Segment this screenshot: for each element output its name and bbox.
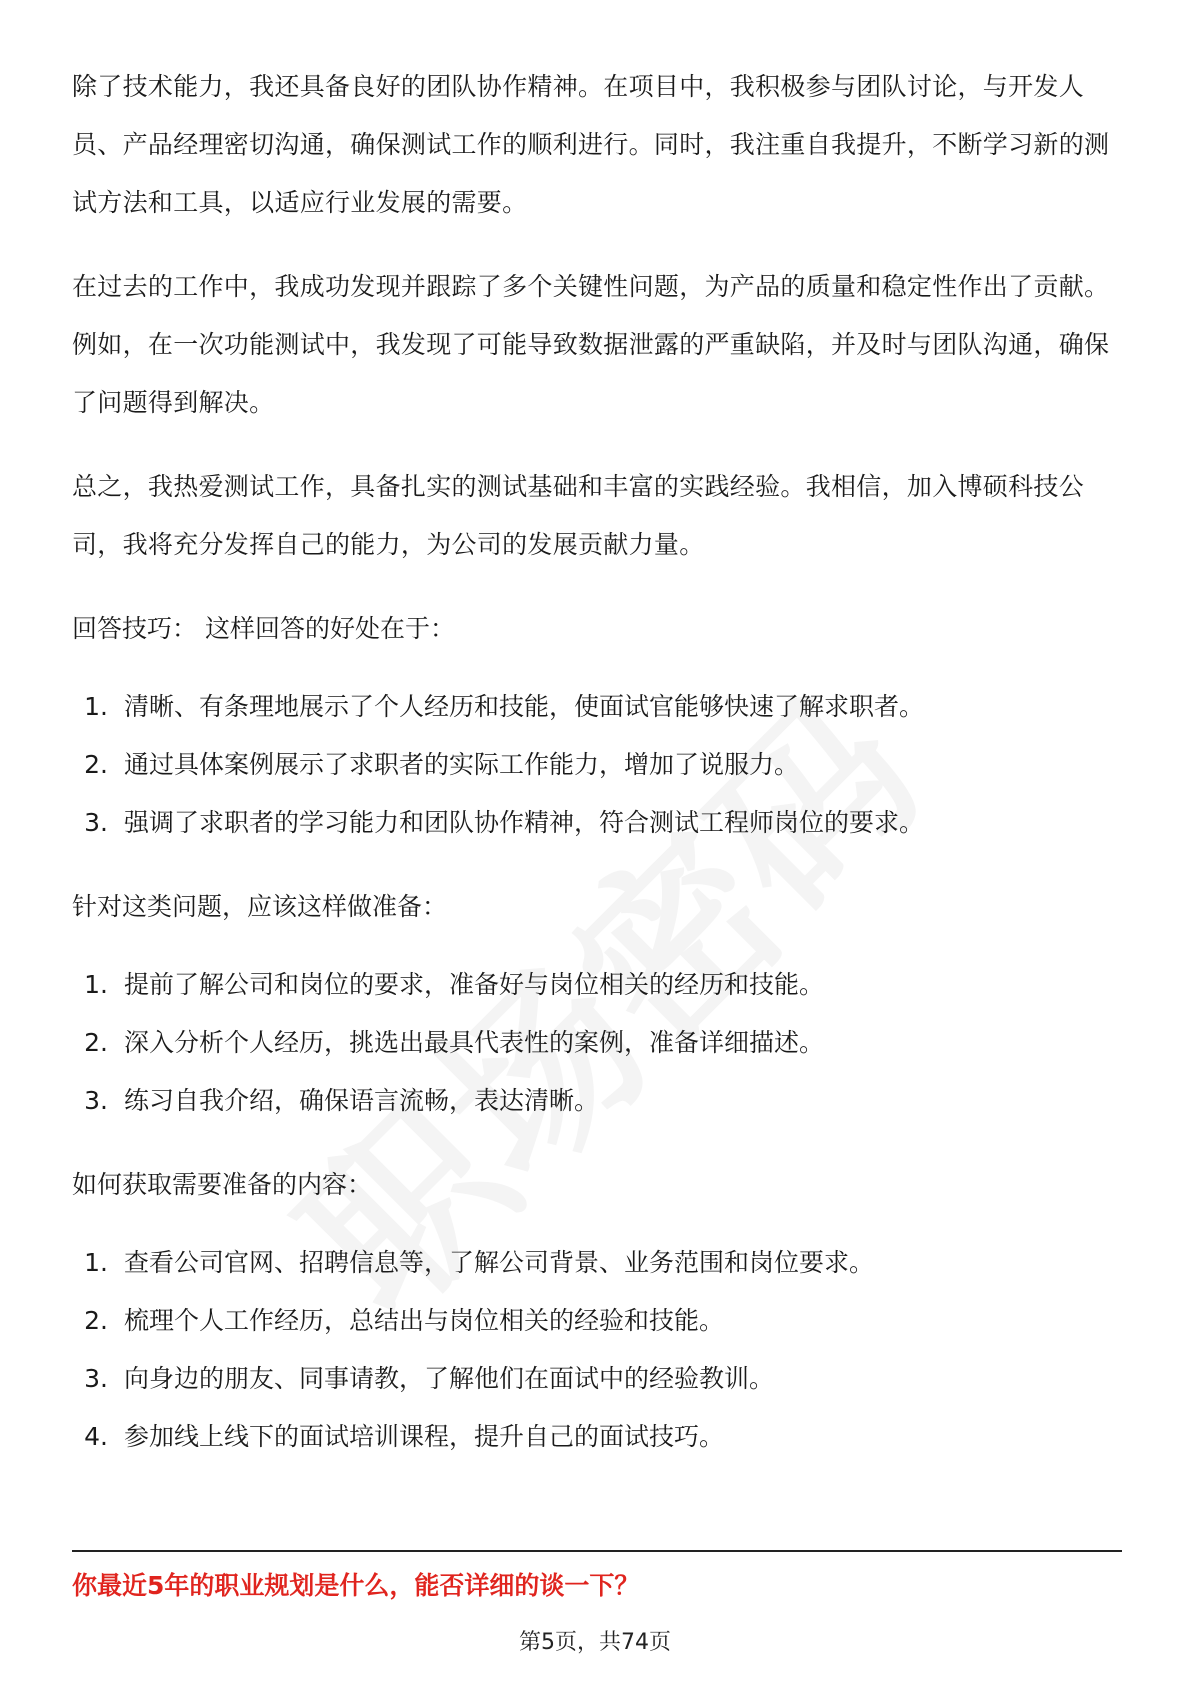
list-item: 4. 参加线上线下的面试培训课程，提升自己的面试技巧。 — [84, 1422, 725, 1451]
list-item: 1. 查看公司官网、招聘信息等，了解公司背景、业务范围和岗位要求。 — [84, 1248, 875, 1277]
tips-heading: 回答技巧： 这样回答的好处在于： — [72, 614, 455, 643]
prepare-list — [72, 956, 1122, 1130]
next-question-title: 你最近5年的职业规划是什么，能否详细的谈一下？ — [72, 1571, 640, 1600]
list-item: 2. 梳理个人工作经历，总结出与岗位相关的经验和技能。 — [84, 1306, 725, 1335]
list-item: 2. 通过具体案例展示了求职者的实际工作能力，增加了说服力。 — [84, 750, 800, 779]
list-item: 1. 清晰、有条理地展示了个人经历和技能，使面试官能够快速了解求职者。 — [84, 692, 925, 721]
list-item: 3. 向身边的朋友、同事请教，了解他们在面试中的经验教训。 — [84, 1364, 775, 1393]
list-item: 3. 练习自我介绍，确保语言流畅，表达清晰。 — [84, 1086, 600, 1115]
list-item: 3. 强调了求职者的学习能力和团队协作精神，符合测试工程师岗位的要求。 — [84, 808, 925, 837]
page-content — [72, 58, 1122, 1492]
obtain-heading: 如何获取需要准备的内容： — [72, 1170, 373, 1199]
tips-list — [72, 678, 1122, 852]
list-item: 1. 提前了解公司和岗位的要求，准备好与岗位相关的经历和技能。 — [84, 970, 825, 999]
section-divider — [72, 1550, 1122, 1552]
paragraph-teamwork: 除了技术能力，我还具备良好的团队协作精神。在项目中，我积极参与团队讨论，与开发人员、产品经理密切沟通，确保测试工作的顺利进行。同时，我注重自我提升，不断学习新的测试方法和工具，以适应行业发展的需要。 — [72, 72, 1110, 217]
paragraph-achievements: 在过去的工作中，我成功发现并跟踪了多个关键性问题，为产品的质量和稳定性作出了贡献。例如，在一次功能测试中，我发现了可能导致数据泄露的严重缺陷，并及时与团队沟通，确保了问题得到解决。 — [72, 272, 1110, 417]
obtain-list — [72, 1234, 1122, 1466]
list-item: 2. 深入分析个人经历，挑选出最具代表性的案例，准备详细描述。 — [84, 1028, 825, 1057]
paragraph-summary: 总之，我热爱测试工作，具备扎实的测试基础和丰富的实践经验。我相信，加入博硕科技公司，我将充分发挥自己的能力，为公司的发展贡献力量。 — [72, 472, 1085, 559]
page-number: 第5页，共74页 — [519, 1630, 671, 1655]
prepare-heading: 针对这类问题，应该这样做准备： — [72, 892, 448, 921]
